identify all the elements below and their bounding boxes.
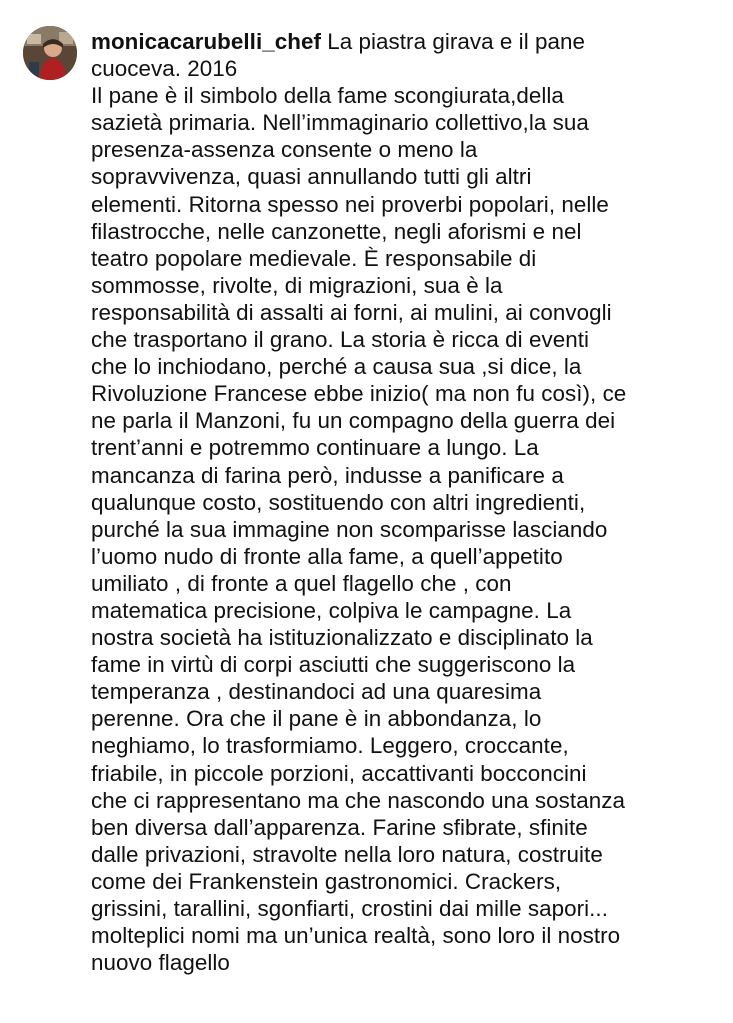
username-link[interactable]: monicacarubelli_chef	[91, 29, 321, 54]
avatar[interactable]	[23, 26, 77, 80]
post-title: La piastra girava e il pane cuoceva. 2016	[91, 29, 585, 82]
caption-header	[91, 28, 721, 82]
caption	[91, 28, 721, 976]
profile-photo-icon	[23, 26, 77, 80]
caption-body: Il pane è il simbolo della fame scongiurata,della sazietà primaria. Nell’immaginario collettivo,la sua presenza-assenza consente o meno la sopravvivenza, quasi annullando tutti gli altri elementi. Ritorna spesso nei proverbi popolari, nelle filastrocche, nelle canzonette, negli aforismi e nel teatro popolare medievale. È responsabile di sommosse, rivolte, di migrazioni, sua è la responsabilità di assalti ai forni, ai mulini, ai convogli che trasportano il grano. La storia è ricca di eventi che lo inchiodano, perché a causa sua ,si dice, la Rivoluzione Francese ebbe inizio( ma non fu così), ce ne parla il Manzoni, fu un compagno della guerra dei trent’anni e potremmo continuare a lungo. La mancanza di farina però, indusse a panificare a qualunque costo, sostituendo con altri ingredienti, purché la sua immagine non scomparisse lasciando l’uomo nudo di fronte alla fame, a quell’appetito umiliato , di fronte a quel flagello che , con matematica precisione, colpiva le campagne. La nostra società ha istituzionalizzato e disciplinato la fame in virtù di corpi asciutti che suggeriscono la temperanza , destinandoci ad una quaresima perenne. Ora che il pane è in abbondanza, lo neghiamo, lo trasformiamo. Leggero, croccante, friabile, in piccole porzioni, accattivanti bocconcini che ci rappresentano ma che nascondo una sostanza ben diversa dall’apparenza. Farine sfibrate, sfinite dalle privazioni, stravolte nella loro natura, costruite come dei Frankenstein gastronomici. Crackers, grissini, tarallini, sgonfiarti, crostini dai mille sapori... molteplici nomi ma un’unica realtà, sono loro il nostro nuovo flagello	[91, 83, 627, 976]
